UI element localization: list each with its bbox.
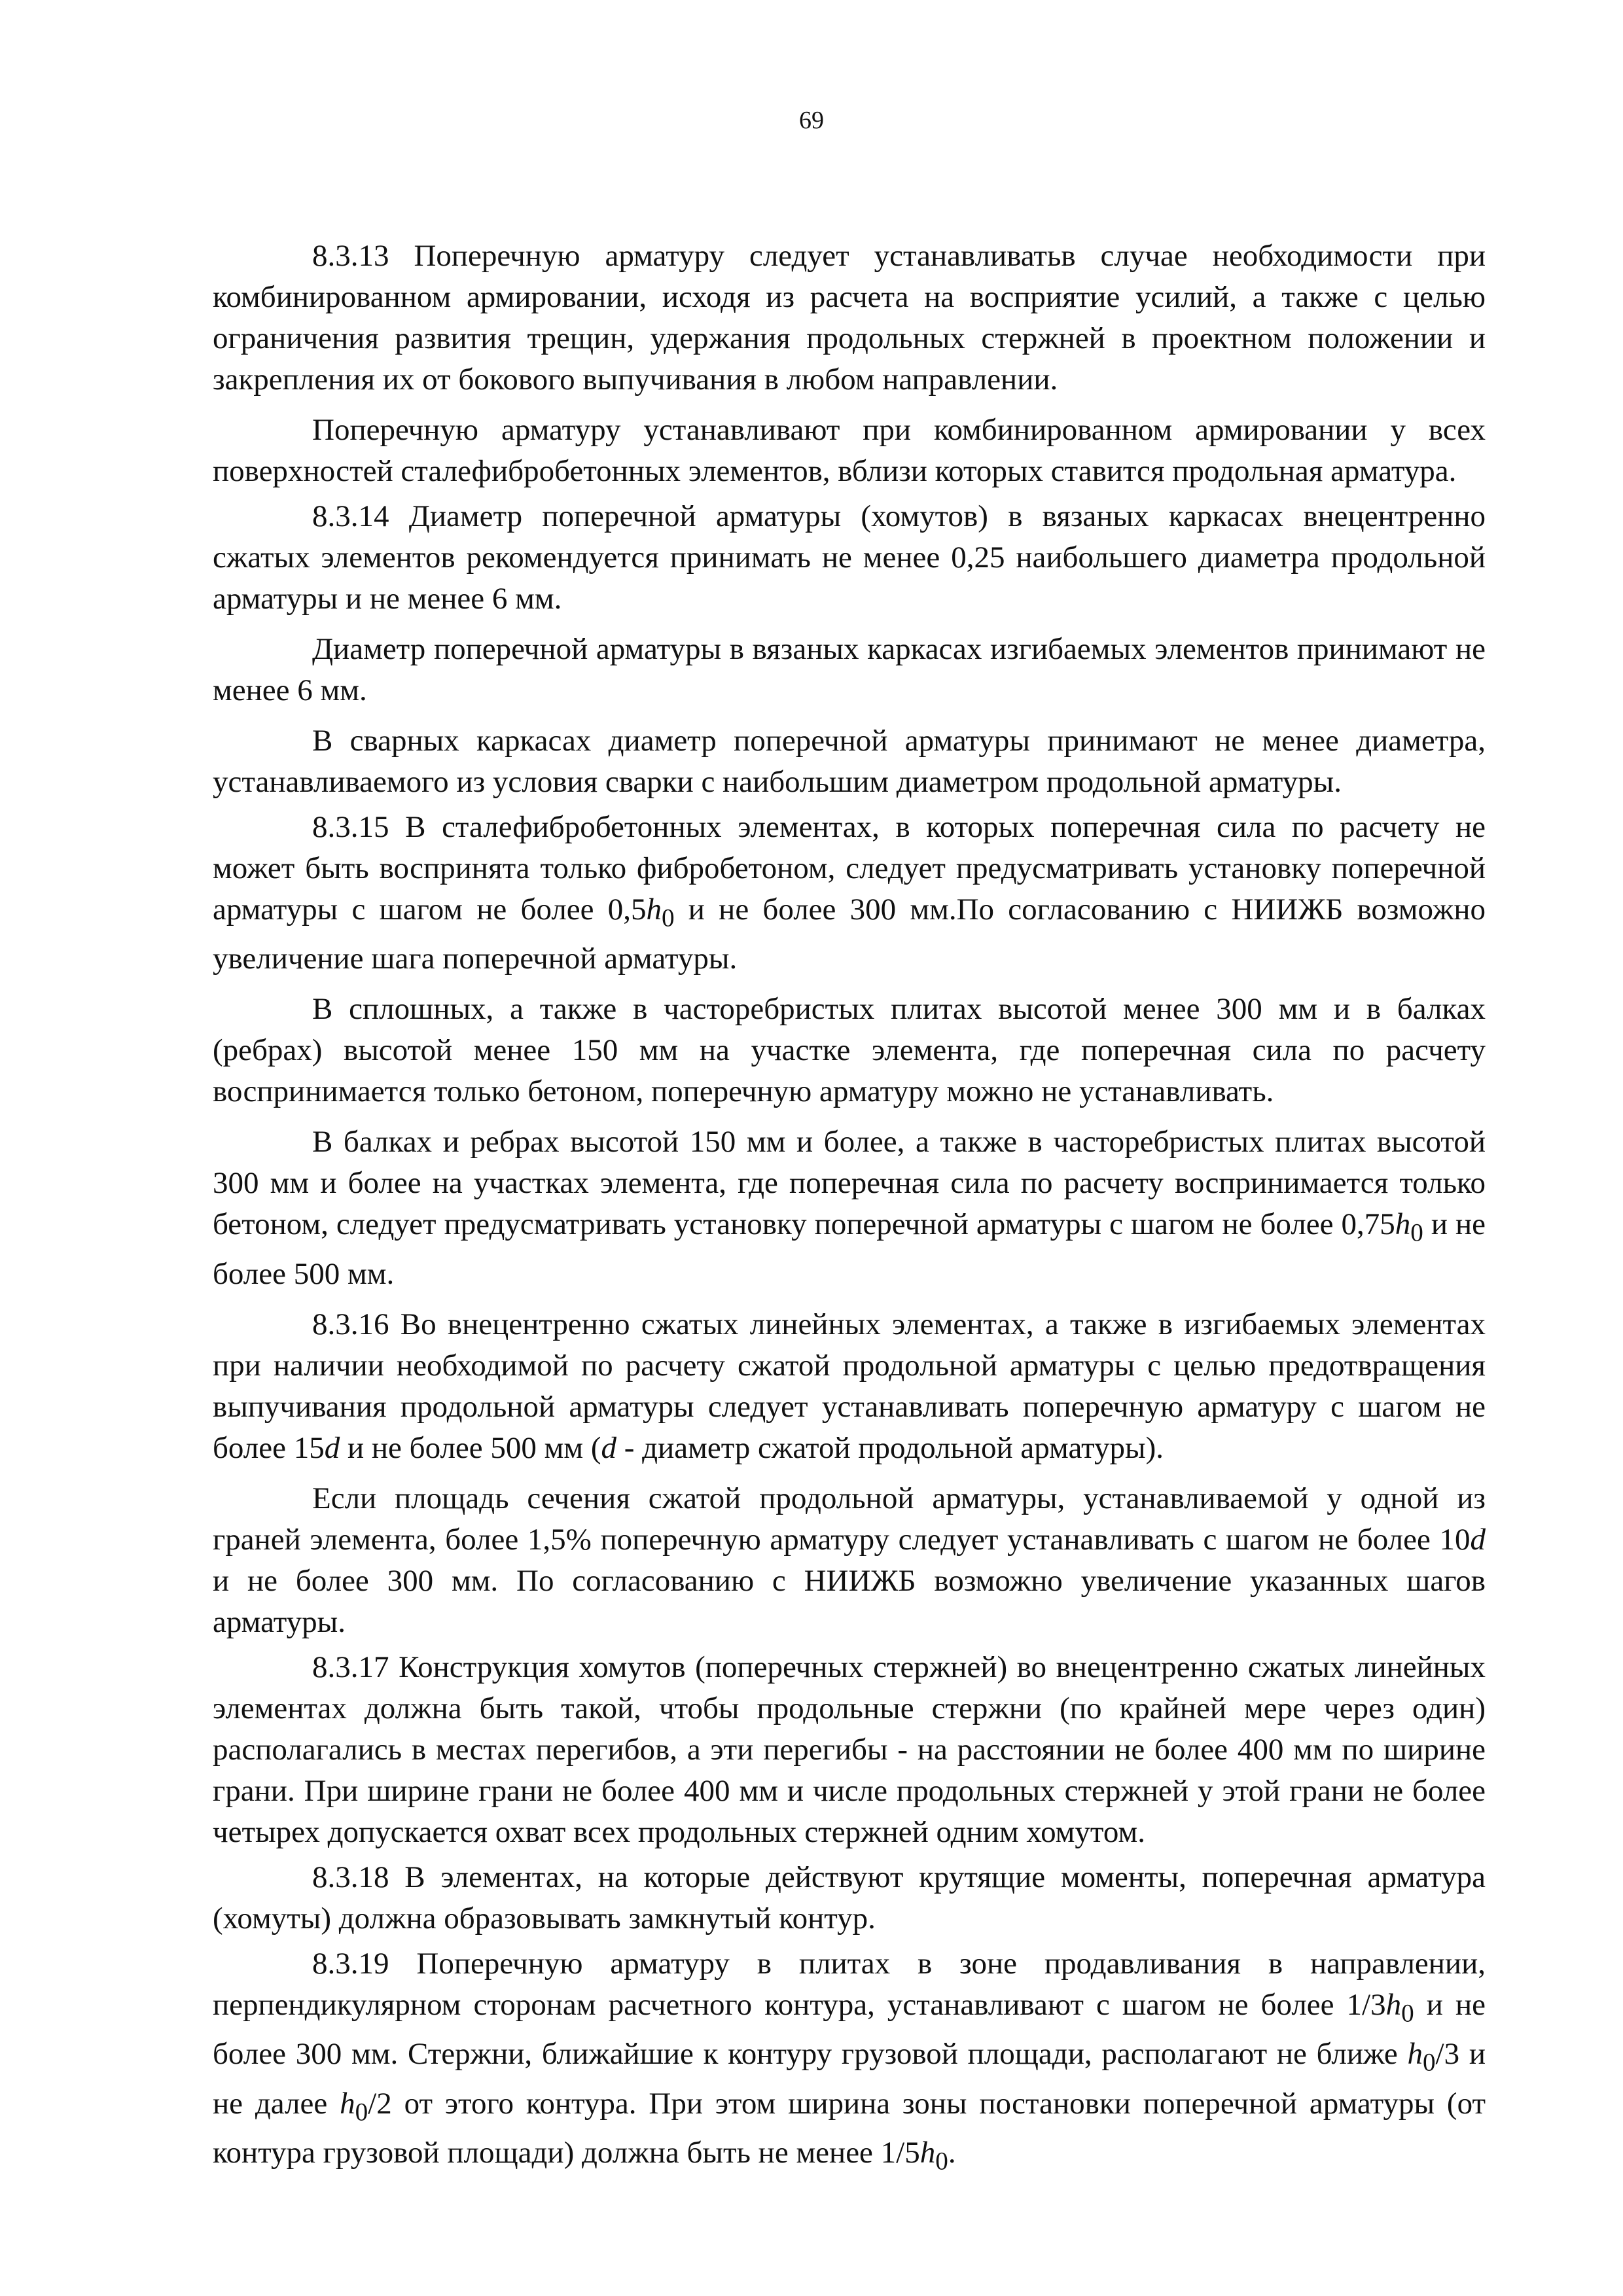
paragraph-8-3-13-b: Поперечную арматуру устанавливают при комбинированном армировании у всех поверхностей сталефибробетонных элементов, вблизи которых ставится продольная арматура. bbox=[213, 413, 1486, 488]
math-h: h bbox=[1385, 1987, 1402, 2022]
paragraph-8-3-14-b: Диаметр поперечной арматуры в вязаных каркасах изгибаемых элементов принимают не менее 6 мм. bbox=[213, 632, 1486, 707]
paragraph-8-3-15 bbox=[213, 807, 1486, 980]
math-subscript: 0 bbox=[355, 2097, 368, 2126]
math-subscript: 0 bbox=[661, 904, 675, 932]
paragraph-text: - диаметр сжатой продольной арматуры). bbox=[616, 1430, 1164, 1465]
paragraph-8-3-14-c: В сварных каркасах диаметр поперечной арматуры принимают не менее диаметра, устанавливаемого из условия сварки с наибольшим диаметром продольной арматуры. bbox=[213, 724, 1486, 799]
paragraph-8-3-16-b bbox=[213, 1478, 1486, 1643]
page-number: 69 bbox=[799, 107, 824, 134]
paragraph-8-3-15-c bbox=[213, 1122, 1486, 1294]
paragraph-text: Если площадь сечения сжатой продольной арматуры, устанавливаемой у одной из граней элемента, более 1,5% поперечную арматуру следует устанавливать с шагом не более 10 bbox=[213, 1481, 1486, 1557]
math-subscript: 0 bbox=[1401, 1999, 1414, 2028]
paragraph-text: 8.3.19 Поперечную арматуру в плитах в зоне продавливания в направлении, перпендикулярном сторонам расчетного контура, устанавливают с шагом не более 1/3 bbox=[213, 1946, 1486, 2022]
math-h: h bbox=[1395, 1207, 1411, 1242]
paragraph-text: и не более 300 мм. Стержни, ближайшие к контуру грузовой площади, располагают не ближе bbox=[213, 1987, 1486, 2072]
paragraph-text: /3 и не далее bbox=[213, 2037, 1486, 2121]
math-d: d bbox=[324, 1430, 340, 1465]
paragraph-text: В балках и ребрах высотой 150 мм и более, а также в часторебристых плитах высотой 300 мм и более на участках элемента, где поперечная сила по расчету воспринимается только бетоном, следует предусматривать установку поперечной арматуры с шагом не более 0,75 bbox=[213, 1125, 1486, 1242]
paragraph-8-3-19 bbox=[213, 1943, 1486, 2182]
paragraph-8-3-18: 8.3.18 В элементах, на которые действуют крутящие моменты, поперечная арматура (хомуты) должна образовывать замкнутый контур. bbox=[213, 1860, 1486, 1935]
math-h: h bbox=[340, 2086, 355, 2121]
math-h: h bbox=[1407, 2037, 1423, 2072]
paragraph-text: 8.3.15 В сталефибробетонных элементах, в которых поперечная сила по расчету не может быть воспринята только фибробетоном, следует предусматривать установку поперечной арматуры с шагом не более 0,5 bbox=[213, 810, 1486, 927]
paragraph-text: и не более 500 мм. bbox=[213, 1207, 1486, 1291]
paragraph-text: и не более 300 мм. По согласованию с НИИЖБ возможно увеличение указанных шагов арматуры. bbox=[213, 1563, 1486, 1639]
paragraph-8-3-14: 8.3.14 Диаметр поперечной арматуры (хомутов) в вязаных каркасах внецентренно сжатых элементов рекомендуется принимать не менее 0,25 наибольшего диаметра продольной арматуры и не менее 6 мм. bbox=[213, 499, 1486, 616]
paragraph-text: 8.3.16 Во внецентренно сжатых линейных элементах, а также в изгибаемых элементах при наличии необходимой по расчету сжатой продольной арматуры с целью предотвращения выпучивания продольной арматуры следует устанавливать поперечную арматуру с шагом не более 15 bbox=[213, 1307, 1486, 1465]
math-d: d bbox=[601, 1430, 617, 1465]
math-subscript: 0 bbox=[1410, 1218, 1423, 1247]
paragraph-text: . bbox=[948, 2135, 956, 2170]
paragraph-8-3-16 bbox=[213, 1304, 1486, 1469]
math-d: d bbox=[1470, 1522, 1486, 1557]
paragraph-text: и не более 500 мм ( bbox=[340, 1430, 601, 1465]
document-body bbox=[213, 236, 1486, 2185]
paragraph-8-3-17: 8.3.17 Конструкция хомутов (поперечных стержней) во внецентренно сжатых линейных элементах должна быть такой, чтобы продольные стержни (по крайней мере через один) располагались в местах перегибов, а эти перегибы - на расстоянии не более 400 мм по ширине грани. При ширине грани не более 400 мм и числе продольных стержней у этой грани не более четырех допускается охват всех продольных стержней одним хомутом. bbox=[213, 1650, 1486, 1849]
paragraph-8-3-15-b: В сплошных, а также в часторебристых плитах высотой менее 300 мм и в балках (ребрах) высотой менее 150 мм на участке элемента, где поперечная сила по расчету воспринимается только бетоном, поперечную арматуру можно не устанавливать. bbox=[213, 992, 1486, 1109]
paragraph-8-3-13: 8.3.13 Поперечную арматуру следует устанавливатьв случае необходимости при комбинированном армировании, исходя из расчета на восприятие усилий, а также с целью ограничения развития трещин, удержания продольных стержней в проектном положении и закрепления их от бокового выпучивания в любом направлении. bbox=[213, 239, 1486, 397]
math-subscript: 0 bbox=[1422, 2048, 1436, 2077]
paragraph-text: /2 от этого контура. При этом ширина зоны постановки поперечной арматуры (от контура грузовой площади) должна быть не менее 1/5 bbox=[213, 2086, 1486, 2170]
math-h: h bbox=[919, 2135, 936, 2170]
paragraph-text: и не более 300 мм.По согласованию с НИИЖБ возможно увеличение шага поперечной арматуры. bbox=[213, 892, 1486, 976]
math-h: h bbox=[646, 892, 662, 927]
math-subscript: 0 bbox=[935, 2147, 948, 2176]
